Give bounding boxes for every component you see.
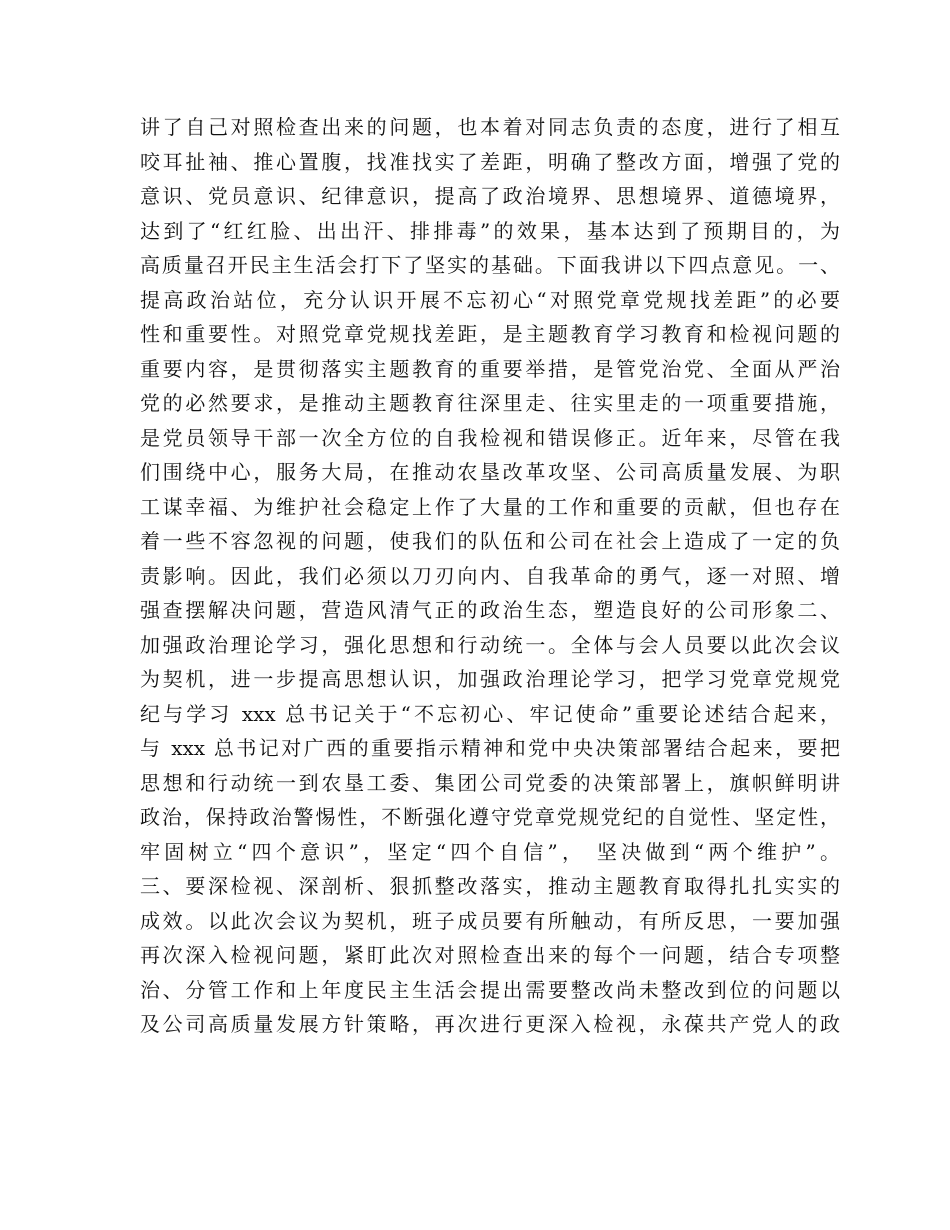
text-line: 重要内容，是贯彻落实主题教育的重要举措，是管党治党、全面从严治: [140, 356, 840, 381]
text-line: 提高政治站位，充分认识开展不忘初心“对照党章党规找差距”的必要: [140, 287, 840, 312]
text-line: 再次深入检视问题，紧盯此次对照检查出来的每个一问题，结合专项整: [140, 943, 840, 967]
text-line: 治、分管工作和上年度民主生活会提出需要整改尚未整改到位的问题以: [140, 977, 840, 1002]
text-line: 工谋幸福、为维护社会稳定上作了大量的工作和重要的贡献，但也存在: [140, 494, 840, 519]
text-line: 及公司高质量发展方针策略，再次进行更深入检视，永葆共产党人的政: [140, 1012, 840, 1036]
body-text: [140, 110, 840, 1042]
text-line: 加强政治理论学习，强化思想和行动统一。全体与会人员要以此次会议: [140, 632, 840, 657]
text-line: 意识、党员意识、纪律意识，提高了政治境界、思想境界、道德境界，: [140, 184, 840, 208]
text-line: 三、要深检视、深剖析、狠抓整改落实，推动主题教育取得扎扎实实的: [140, 874, 840, 898]
text-line: 成效。以此次会议为契机，班子成员要有所触动，有所反思，一要加强: [140, 908, 840, 933]
text-line: 们围绕中心，服务大局，在推动农垦改革攻坚、公司高质量发展、为职: [140, 460, 840, 484]
text-line: 纪与学习 xxx 总书记关于“不忘初心、牢记使命”重要论述结合起来，: [140, 701, 840, 726]
text-line: 性和重要性。对照党章党规找差距，是主题教育学习教育和检视问题的: [140, 322, 840, 346]
text-line: 为契机，进一步提高思想认识，加强政治理论学习，把学习党章党规党: [140, 667, 840, 691]
text-line: 高质量召开民主生活会打下了坚实的基础。下面我讲以下四点意见。一、: [140, 253, 840, 277]
text-line: 思想和行动统一到农垦工委、集团公司党委的决策部署上，旗帜鲜明讲: [140, 770, 840, 795]
text-line: 政治，保持政治警惕性，不断强化遵守党章党规党纪的自觉性、坚定性，: [140, 805, 840, 829]
text-line: 达到了“红红脸、出出汗、排排毒”的效果，基本达到了预期目的，为: [140, 218, 840, 243]
text-line: 着一些不容忽视的问题，使我们的队伍和公司在社会上造成了一定的负: [140, 529, 840, 553]
text-line: 强查摆解决问题，营造风清气正的政治生态，塑造良好的公司形象二、: [140, 598, 840, 622]
text-line: 是党员领导干部一次全方位的自我检视和错误修正。近年来，尽管在我: [140, 425, 840, 450]
text-line: 讲了自己对照检查出来的问题，也本着对同志负责的态度，进行了相互: [140, 115, 840, 139]
text-line: 咬耳扯袖、推心置腹，找准找实了差距，明确了整改方面，增强了党的: [140, 149, 840, 174]
text-line: 责影响。因此，我们必须以刀刃向内、自我革命的勇气，逐一对照、增: [140, 563, 840, 588]
text-line: 牢固树立“四个意识”，坚定“四个自信”， 坚决做到“两个维护”。: [140, 839, 840, 864]
text-line: 党的必然要求，是推动主题教育往深里走、往实里走的一项重要措施，: [140, 391, 840, 415]
text-line: 与 xxx 总书记对广西的重要指示精神和党中央决策部署结合起来，要把: [140, 736, 840, 760]
